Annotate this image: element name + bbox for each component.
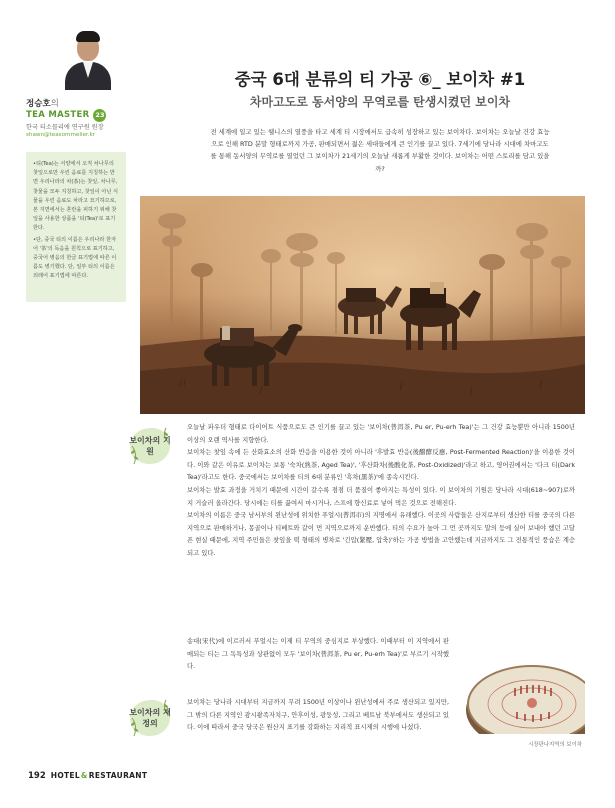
section-label-text: 보이차의 기원 xyxy=(129,436,171,456)
tea-master-row xyxy=(26,108,141,122)
section-origin-body xyxy=(187,422,575,561)
page-number: 192 xyxy=(28,771,46,781)
magazine-name-amp: & xyxy=(80,771,88,780)
tea-horse-road-photo xyxy=(140,196,585,414)
section-origin-body-narrow xyxy=(187,636,449,674)
pu-erh-cake-photo xyxy=(454,648,585,734)
section-redefinition-body xyxy=(187,697,449,735)
paragraph: 보이차는 당나라 시대부터 지금까지 무려 1500년 이상이나 윈난성에서 주로 생산되고 있지만, 그 밖의 다른 지역인 광시좡족자치구, 안후이성, 광둥성, 그리고 베트남 북부에서도 생산되고 있다. 이에 따라서 중국 당국은 원산지 표기를 강화하는 지리적 표시제의 시행에 나섰다. xyxy=(187,699,449,732)
note-item: •단, 중국 티의 이름은 우리나라 한자어 '茶'의 독음을 원칙으로 표기하고, 중국어 병음의 한글 표기법에 따른 이름도 병기했다. 단, 일부 티의 이름은 외래어 표기법에 따른다. xyxy=(33,236,117,280)
section-label-origin xyxy=(128,424,172,468)
paragraph: 오늘날 파우더 형태로 다이어트 식품으로도 큰 인기를 끌고 있는 '보이차(普洱茶, Pu er, Pu-erh Tea)'는 그 건강 효능뿐만 아니라 1500년 이상의 오랜 역사를 지향한다. xyxy=(187,424,575,444)
magazine-name-a: HOTEL xyxy=(50,771,80,780)
author-email-link[interactable]: shawn@teasommelier.kr xyxy=(26,132,95,138)
paragraph: 송대(宋代)에 이르러서 푸얼시는 이제 티 무역의 중심지로 부상했다. 이때부터 이 지역에서 판매되는 티는 그 독특성과 상관없이 모두 '보이차(普洱茶, Pu er, Pu-erh Tea)'로 부르기 시작했다. xyxy=(187,638,449,671)
article-subtitle: 차마고도로 동서양의 무역로를 탄생시켰던 보이차 xyxy=(249,95,511,109)
author-sidebar xyxy=(0,0,140,808)
article-lead: 전 세계에 일고 있는 웰니스의 열풍을 타고 세계 티 시장에서도 급속히 성장하고 있는 보이차다. 보이차는 오늘날 건강 효능으로 인해 RTD 분말 형태로까지 가공, 판매되면서 젊은 세대들에게 큰 인기를 끌고 있다. 7세기에 당나라 시대에 차마고도를 통해 동서양의 무역로를 열었던 그 보이차가 21세기의 오늘날 새롭게 부활한 것이다. 보이차는 어떤 스토리를 담고 있을까? xyxy=(210,128,550,173)
author-name-text: 정승호 xyxy=(26,99,51,109)
paragraph: 보이차는 발효 과정을 거치기 때문에 시간이 갈수록 점점 더 품질이 좋아지는 특성이 있다. 이 보이차의 기원은 당나라 시대(618~907)로까지 거슬러 올라간다. 당시에는 티를 끓여서 마시거나, 스프에 향신료로 넣어 먹은 것으로 전해진다. xyxy=(187,486,575,507)
section-label-redefinition xyxy=(128,696,172,740)
article-title: 중국 6대 분류의 티 가공 ⑥_ 보이차 #1 xyxy=(234,70,526,89)
notes-box xyxy=(26,152,126,302)
page-footer xyxy=(28,771,147,781)
magazine-name-b: RESTAURANT xyxy=(88,771,148,780)
cake-photo-caption: 시장판나지역의 보이차 xyxy=(528,742,582,748)
author-photo xyxy=(60,28,116,90)
episode-badge: 23 xyxy=(93,109,106,122)
note-item: •티(Tea)는 서양에서 오직 차나무의 찻잎으로만 우린 음료를 지칭하는 반면 우리나라의 차(茶)는 찻잎, 차나무, 찻물을 모두 지칭하고, 찻잎이 아닌 식물을 우린 음료도 차라고 묘기하므로, 본 지면에서는 혼란을 피하기 위해 찻잎을 사용한 상품을 '티(Tea)'로 표기한다. xyxy=(33,161,119,232)
paragraph: 보이차의 이름은 중국 남서부의 윈난성에 위치한 푸얼시(普洱市)의 지명에서 유래했다. 이곳의 사람들은 산지로부터 생산한 티를 중국의 다른 지역으로 판매하거나, 몽골이나 티베트와 같이 먼 지역으로까지 운반했다. 티의 수요가 높아 그 먼 곳까지도 말의 등에 실어 보내야 했던 고달픈 현실 때문에, 지역 주민들은 찻잎을 떡 형태의 병차로 '긴압(緊壓, 압축)'하는 가공 방법을 고안했는데 지금까지도 그 전통적인 풍습은 계승되고 있다. xyxy=(187,512,575,557)
paragraph: 보이차는 찻잎 속에 든 산화효소의 산화 반응을 이용한 것이 아니라 '후발효 반응(後醱酵反應, Post-Fermented Reaction)'을 이용한 것이다. 이와 같은 이유로 보이차는 보통 '숙차(熟茶, Aged Tea)', '후산화차(後酸化茶, Post-Oxidized)'라고 하고, 영어권에서는 '다크 티(Dark Tea)'라고도 한다. 중국에서는 보이차를 티의 6대 분류인 '흑차(黑茶)'에 종속시킨다. xyxy=(187,449,575,482)
author-role: 한국 티소믈리에 연구원 원장 xyxy=(26,124,104,131)
tea-master-label: TEA MASTER xyxy=(26,110,90,120)
author-name-suffix: 의 xyxy=(50,99,59,109)
section-label-text: 보이차의 재정의 xyxy=(129,708,171,728)
